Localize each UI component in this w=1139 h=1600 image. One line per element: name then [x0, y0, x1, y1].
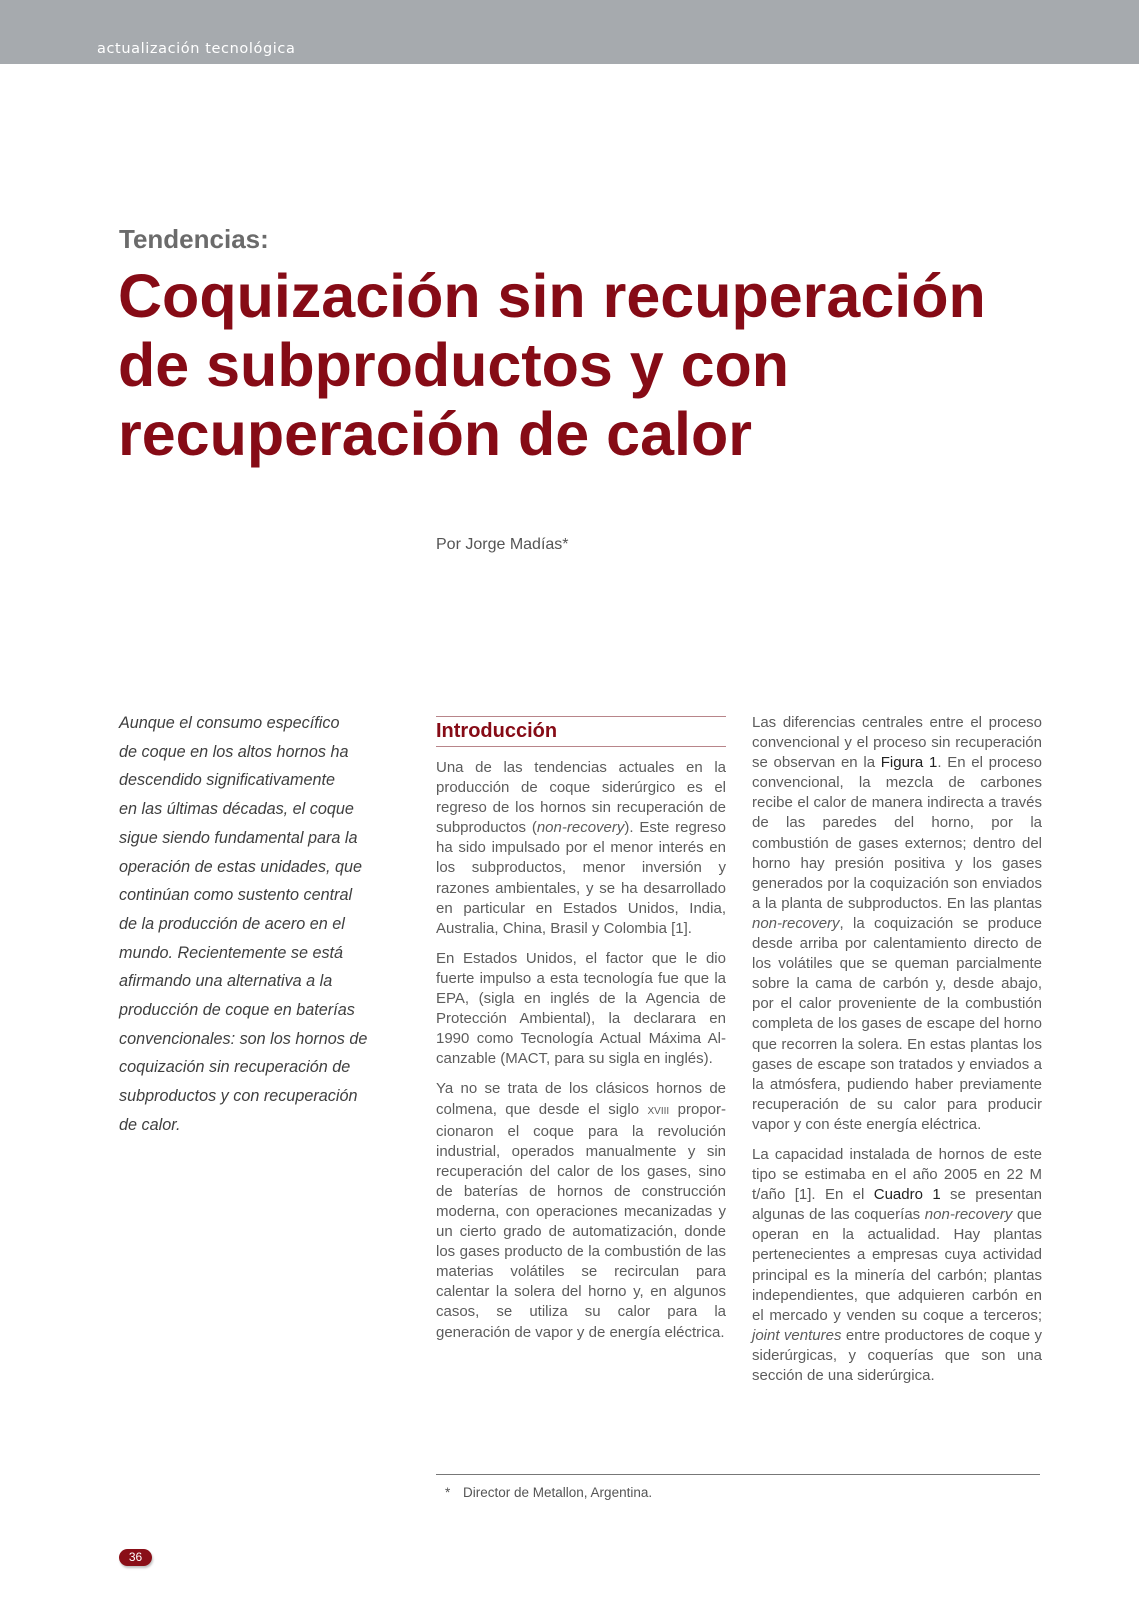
italic-term: joint ventures: [752, 1326, 842, 1344]
small-caps-century: XVIII: [647, 1105, 670, 1117]
abstract-line: producción de coque en baterías: [119, 1001, 355, 1020]
body-column-2: [752, 713, 1042, 1396]
paragraph: [436, 758, 726, 939]
abstract-line: convencionales: son los hornos de: [119, 1029, 368, 1048]
italic-term: non-recovery: [924, 1206, 1013, 1224]
title-line: de subproductos y con: [118, 331, 790, 399]
title-line: recuperación de calor: [118, 400, 752, 468]
abstract-line: afirmando una alternativa a la: [119, 972, 333, 991]
abstract-line: coquización sin recuperación de: [119, 1058, 351, 1077]
abstract-line: subproductos y con recuperación: [119, 1087, 358, 1106]
footnote-rule: [436, 1474, 1040, 1475]
article-kicker: Tendencias:: [119, 224, 269, 254]
section-label: actualización tecnológica: [97, 41, 296, 57]
footnote: [445, 1485, 652, 1500]
text-run: La capacidad instalada de hornos de este tipo se estimaba en el año 2005 en 22 M t/año [1]. En el: [752, 1145, 1042, 1204]
body-column-1: [436, 758, 726, 1353]
paragraph: [752, 713, 1042, 1135]
footnote-marker: *: [445, 1485, 451, 1500]
text-run: Ya no se trata de los clásicos hornos de colmena, que desde el siglo: [436, 1080, 726, 1118]
abstract-line: Aunque el consumo específico: [119, 714, 340, 732]
heading-rule-top: [436, 716, 726, 717]
page-number-badge: 36: [119, 1549, 152, 1566]
abstract-line: operación de estas unidades, que: [119, 857, 362, 876]
abstract-line: en las últimas décadas, el coque: [119, 800, 354, 819]
text-run: ). Este regreso ha sido impulsado por el menor interés en los subproductos, menor inversión y razones ambientales, y se ha desarrollado en particular en Estados Unidos, India, Australia, China, Brasil y Colombia [1].: [436, 819, 726, 937]
italic-term: non-recovery: [536, 819, 625, 837]
text-run: se presentan algunas de las coquerías: [752, 1186, 1042, 1224]
abstract-line: sigue siendo fundamental para la: [119, 828, 358, 847]
text-run: Las diferencias centrales entre el proceso convencional y el proceso sin recuperación se observan en la: [752, 714, 1042, 772]
paragraph: [436, 1079, 726, 1342]
footnote-text: Director de Metallon, Argentina.: [463, 1485, 653, 1500]
figure-reference: Figura 1: [880, 754, 938, 772]
abstract-line: descendido significativamente: [119, 771, 335, 790]
italic-term: non-recovery: [752, 914, 840, 932]
text-run: proporcionaron el coque para la revolución industrial, operados manualmente y sin recuperación del calor de los gases, sino de baterías de hornos de construcción moderna, con operaciones mecanizadas y un cierto grado de automatización, donde los gases producto de la combustión de las materias volátiles se recirculan para calentar la solera del horno y, en algunos casos, se utiliza su calor para la generación de vapor y de energía eléctrica.: [436, 1100, 727, 1341]
text-run: que operan en la actualidad. Hay plantas pertenecientes a empresas cuya actividad principal es la minería del carbón; plantas independientes, que adquieren carbón en el mercado y venden su coque a terceros;: [752, 1206, 1042, 1324]
table-reference: Cuadro 1: [873, 1186, 941, 1204]
byline: Por Jorge Madías*: [436, 536, 569, 553]
text-run: . En el proceso convencional, la mezcla de carbones recibe el calor de manera indirecta a través de las paredes del horno, por la combustión de gases externos; dentro del horno hay presión positiva y los gases generados por la coquización son enviados a la planta de subproductos. En las plantas: [752, 754, 1043, 912]
heading-rule-bottom: [436, 746, 726, 747]
abstract-line: de la producción de acero en el: [119, 914, 345, 933]
text-run: Una de las tendencias actuales en la producción de coque siderúrgico es el regreso de los hornos sin recuperación de subproductos (: [436, 759, 726, 837]
text-run: , la coquización se produce desde arriba por calentamiento directo de los volátiles que se queman parcialmente sobre la cama de carbón y, desde abajo, por el calor proveniente de la combustión completa de los gases de escape del horno que recorren la solera. En estas plantas los gases de escape son tratados y enviados a la atmósfera, pudiendo haber previamente recuperación de su calor para producir vapor y con éste energía eléctrica.: [752, 914, 1042, 1133]
abstract: [119, 709, 389, 1140]
abstract-line: de coque en los altos hornos ha: [119, 742, 349, 761]
abstract-line: de calor.: [119, 1115, 181, 1134]
article-title: [118, 262, 1098, 469]
abstract-line: continúan como sustento central: [119, 886, 353, 905]
paragraph: En Estados Unidos, el factor que le dio fuerte impulso a esta tecnología fue que la EPA, (sigla en inglés de la Agencia de Protección Ambiental), la declarara en 1990 como Tecnología Actual Máxima Alcanzable (MACT, para su sigla en inglés).: [436, 949, 726, 1068]
text-run: entre productores de coque y siderúrgicas, y coquerías que son una sección de una siderúrgica.: [752, 1326, 1042, 1384]
abstract-line: mundo. Recientemente se está: [119, 943, 344, 962]
paragraph: [752, 1145, 1042, 1386]
section-heading: Introducción: [436, 720, 558, 742]
title-line: Coquización sin recuperación: [118, 262, 986, 330]
